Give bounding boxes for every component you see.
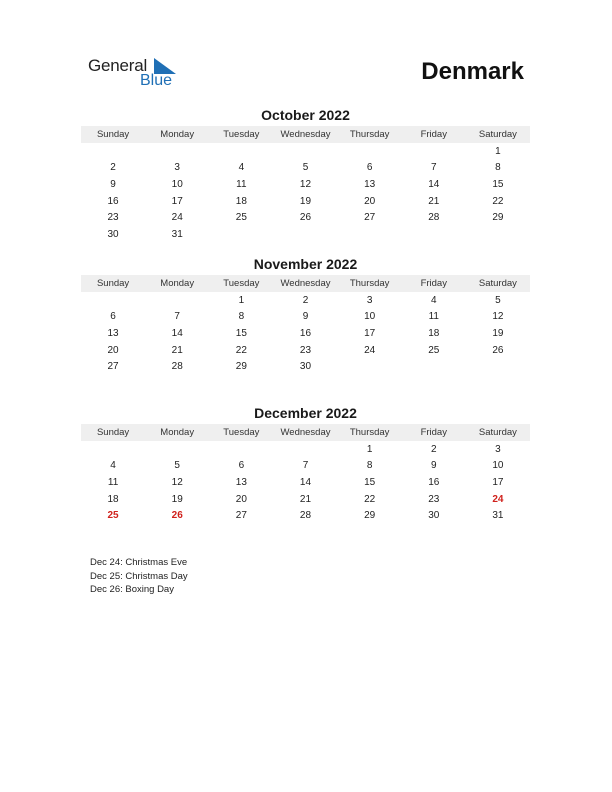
day-cell: 1 xyxy=(366,443,373,455)
day-cell: 25 xyxy=(428,344,440,356)
day-cell: 23 xyxy=(107,212,119,224)
day-cell: 17 xyxy=(171,195,183,207)
day-cell: 29 xyxy=(235,361,247,373)
day-cell: 22 xyxy=(492,195,504,207)
day-cell: 9 xyxy=(302,311,309,323)
week-row xyxy=(81,143,530,160)
day-cell: 20 xyxy=(235,493,247,505)
day-cell: 6 xyxy=(238,460,245,472)
month-december xyxy=(81,404,530,524)
day-cell: 17 xyxy=(364,327,376,339)
logo-blue-text: Blue xyxy=(140,72,173,89)
day-cell: 21 xyxy=(171,344,183,356)
day-cell: 31 xyxy=(171,228,183,240)
day-cell: 30 xyxy=(428,510,440,522)
weekday-label: Tuesday xyxy=(223,427,260,438)
week-row xyxy=(81,474,530,491)
holiday-entry: Dec 25: Christmas Day xyxy=(90,570,188,582)
day-cell: 22 xyxy=(364,493,376,505)
day-cell: 12 xyxy=(171,476,183,488)
day-cell: 4 xyxy=(430,294,437,306)
day-cell: 29 xyxy=(364,510,376,522)
weekday-label: Thursday xyxy=(349,278,390,289)
day-cell: 19 xyxy=(299,195,312,207)
day-cell: 29 xyxy=(492,212,504,224)
day-cell: 11 xyxy=(428,311,439,323)
week-row xyxy=(81,342,530,359)
weekday-label: Thursday xyxy=(349,427,390,438)
month-november xyxy=(81,255,530,375)
week-row xyxy=(81,507,530,524)
day-cell: 4 xyxy=(110,460,116,472)
day-cell: 22 xyxy=(235,344,247,356)
day-cell: 9 xyxy=(430,460,437,472)
month-title: November 2022 xyxy=(253,256,358,272)
day-cell: 24 xyxy=(364,344,376,356)
weekday-label: Thursday xyxy=(349,129,390,140)
day-cell: 13 xyxy=(364,178,376,190)
day-cell: 14 xyxy=(428,178,440,190)
day-cell: 10 xyxy=(364,311,376,323)
day-cell: 23 xyxy=(299,344,312,356)
month-october xyxy=(81,106,530,243)
day-cell: 17 xyxy=(492,476,504,488)
day-cell: 18 xyxy=(428,327,440,339)
day-cell: 25 xyxy=(235,212,247,224)
day-cell: 14 xyxy=(299,476,312,488)
weekday-label: Tuesday xyxy=(223,129,260,140)
day-cell: 20 xyxy=(107,344,119,356)
weekday-header xyxy=(81,275,530,292)
weekday-label: Friday xyxy=(420,427,447,438)
day-cell: 30 xyxy=(107,228,119,240)
day-cell: 6 xyxy=(366,162,373,174)
day-cell: 3 xyxy=(366,294,373,306)
day-cell: 15 xyxy=(492,178,504,190)
weekday-label: Wednesday xyxy=(280,427,331,438)
day-cell: 28 xyxy=(299,510,312,522)
weekday-label: Wednesday xyxy=(280,129,331,140)
holiday-day-cell: 24 xyxy=(492,493,504,505)
day-cell: 8 xyxy=(238,311,245,323)
month-title: October 2022 xyxy=(261,107,350,123)
weekday-label: Sunday xyxy=(96,129,130,140)
day-cell: 12 xyxy=(492,311,504,323)
day-cell: 21 xyxy=(428,195,440,207)
day-cell: 1 xyxy=(238,294,245,306)
week-row xyxy=(81,441,530,458)
day-cell: 4 xyxy=(238,162,245,174)
day-cell: 2 xyxy=(302,294,309,306)
day-cell: 28 xyxy=(171,361,183,373)
logo-general-text: General xyxy=(88,56,148,75)
day-cell: 18 xyxy=(235,195,247,207)
day-cell: 26 xyxy=(492,344,504,356)
weekday-header xyxy=(81,424,530,441)
day-cell: 26 xyxy=(299,212,312,224)
day-cell: 6 xyxy=(110,311,116,323)
day-cell: 3 xyxy=(495,443,501,455)
day-cell: 31 xyxy=(492,510,504,522)
day-cell: 9 xyxy=(110,178,116,190)
day-cell: 15 xyxy=(364,476,376,488)
day-cell: 11 xyxy=(236,178,247,190)
week-row xyxy=(81,491,530,508)
week-row xyxy=(81,309,530,326)
day-cell: 27 xyxy=(235,510,247,522)
weekday-label: Tuesday xyxy=(223,278,260,289)
day-cell: 2 xyxy=(430,443,437,455)
day-cell: 7 xyxy=(302,460,309,472)
day-cell: 3 xyxy=(174,162,180,174)
day-cell: 5 xyxy=(174,460,180,472)
weekday-label: Sunday xyxy=(96,427,130,438)
day-cell: 8 xyxy=(366,460,373,472)
weekday-label: Saturday xyxy=(478,427,517,438)
week-row xyxy=(81,160,530,177)
day-cell: 30 xyxy=(299,361,312,373)
month-title: December 2022 xyxy=(254,405,357,421)
day-cell: 1 xyxy=(495,145,501,157)
day-cell: 5 xyxy=(495,294,501,306)
holiday-entry: Dec 26: Boxing Day xyxy=(90,584,174,595)
day-cell: 20 xyxy=(364,195,376,207)
day-cell: 19 xyxy=(171,493,183,505)
day-cell: 19 xyxy=(492,327,504,339)
week-row xyxy=(81,325,530,342)
brand-logo xyxy=(88,56,188,92)
weekday-label: Friday xyxy=(420,129,447,140)
day-cell: 13 xyxy=(235,476,247,488)
weekday-label: Saturday xyxy=(478,129,517,140)
week-row xyxy=(81,292,530,309)
day-cell: 16 xyxy=(428,476,440,488)
weekday-header xyxy=(81,126,530,143)
day-cell: 5 xyxy=(302,162,309,174)
day-cell: 10 xyxy=(171,178,183,190)
day-cell: 2 xyxy=(110,162,116,174)
week-row xyxy=(81,209,530,226)
day-cell: 7 xyxy=(430,162,437,174)
weekday-label: Monday xyxy=(160,427,195,438)
day-cell: 7 xyxy=(174,311,180,323)
day-cell: 13 xyxy=(107,327,119,339)
day-cell: 16 xyxy=(299,327,312,339)
country-title: Denmark xyxy=(421,58,524,85)
weekday-label: Sunday xyxy=(96,278,130,289)
day-cell: 27 xyxy=(107,361,119,373)
day-cell: 11 xyxy=(107,476,119,488)
day-cell: 27 xyxy=(364,212,376,224)
day-cell: 24 xyxy=(171,212,183,224)
day-cell: 23 xyxy=(428,493,440,505)
holiday-entry: Dec 24: Christmas Eve xyxy=(90,557,188,568)
day-cell: 21 xyxy=(299,493,312,505)
day-cell: 16 xyxy=(107,195,119,207)
week-row xyxy=(81,458,530,475)
week-row xyxy=(81,176,530,193)
weekday-label: Monday xyxy=(160,278,195,289)
week-row xyxy=(81,193,530,210)
day-cell: 10 xyxy=(492,460,504,472)
weekday-label: Wednesday xyxy=(280,278,331,289)
day-cell: 12 xyxy=(299,178,312,190)
weekday-label: Monday xyxy=(160,129,195,140)
weekday-label: Friday xyxy=(420,278,447,289)
holiday-day-cell: 25 xyxy=(107,510,119,522)
day-cell: 14 xyxy=(171,327,183,339)
week-row xyxy=(81,358,530,375)
day-cell: 18 xyxy=(107,493,119,505)
day-cell: 28 xyxy=(428,212,440,224)
week-row xyxy=(81,226,530,243)
holiday-day-cell: 26 xyxy=(171,510,183,522)
day-cell: 8 xyxy=(495,162,501,174)
day-cell: 15 xyxy=(235,327,247,339)
weekday-label: Saturday xyxy=(478,278,517,289)
holiday-list xyxy=(90,556,188,597)
